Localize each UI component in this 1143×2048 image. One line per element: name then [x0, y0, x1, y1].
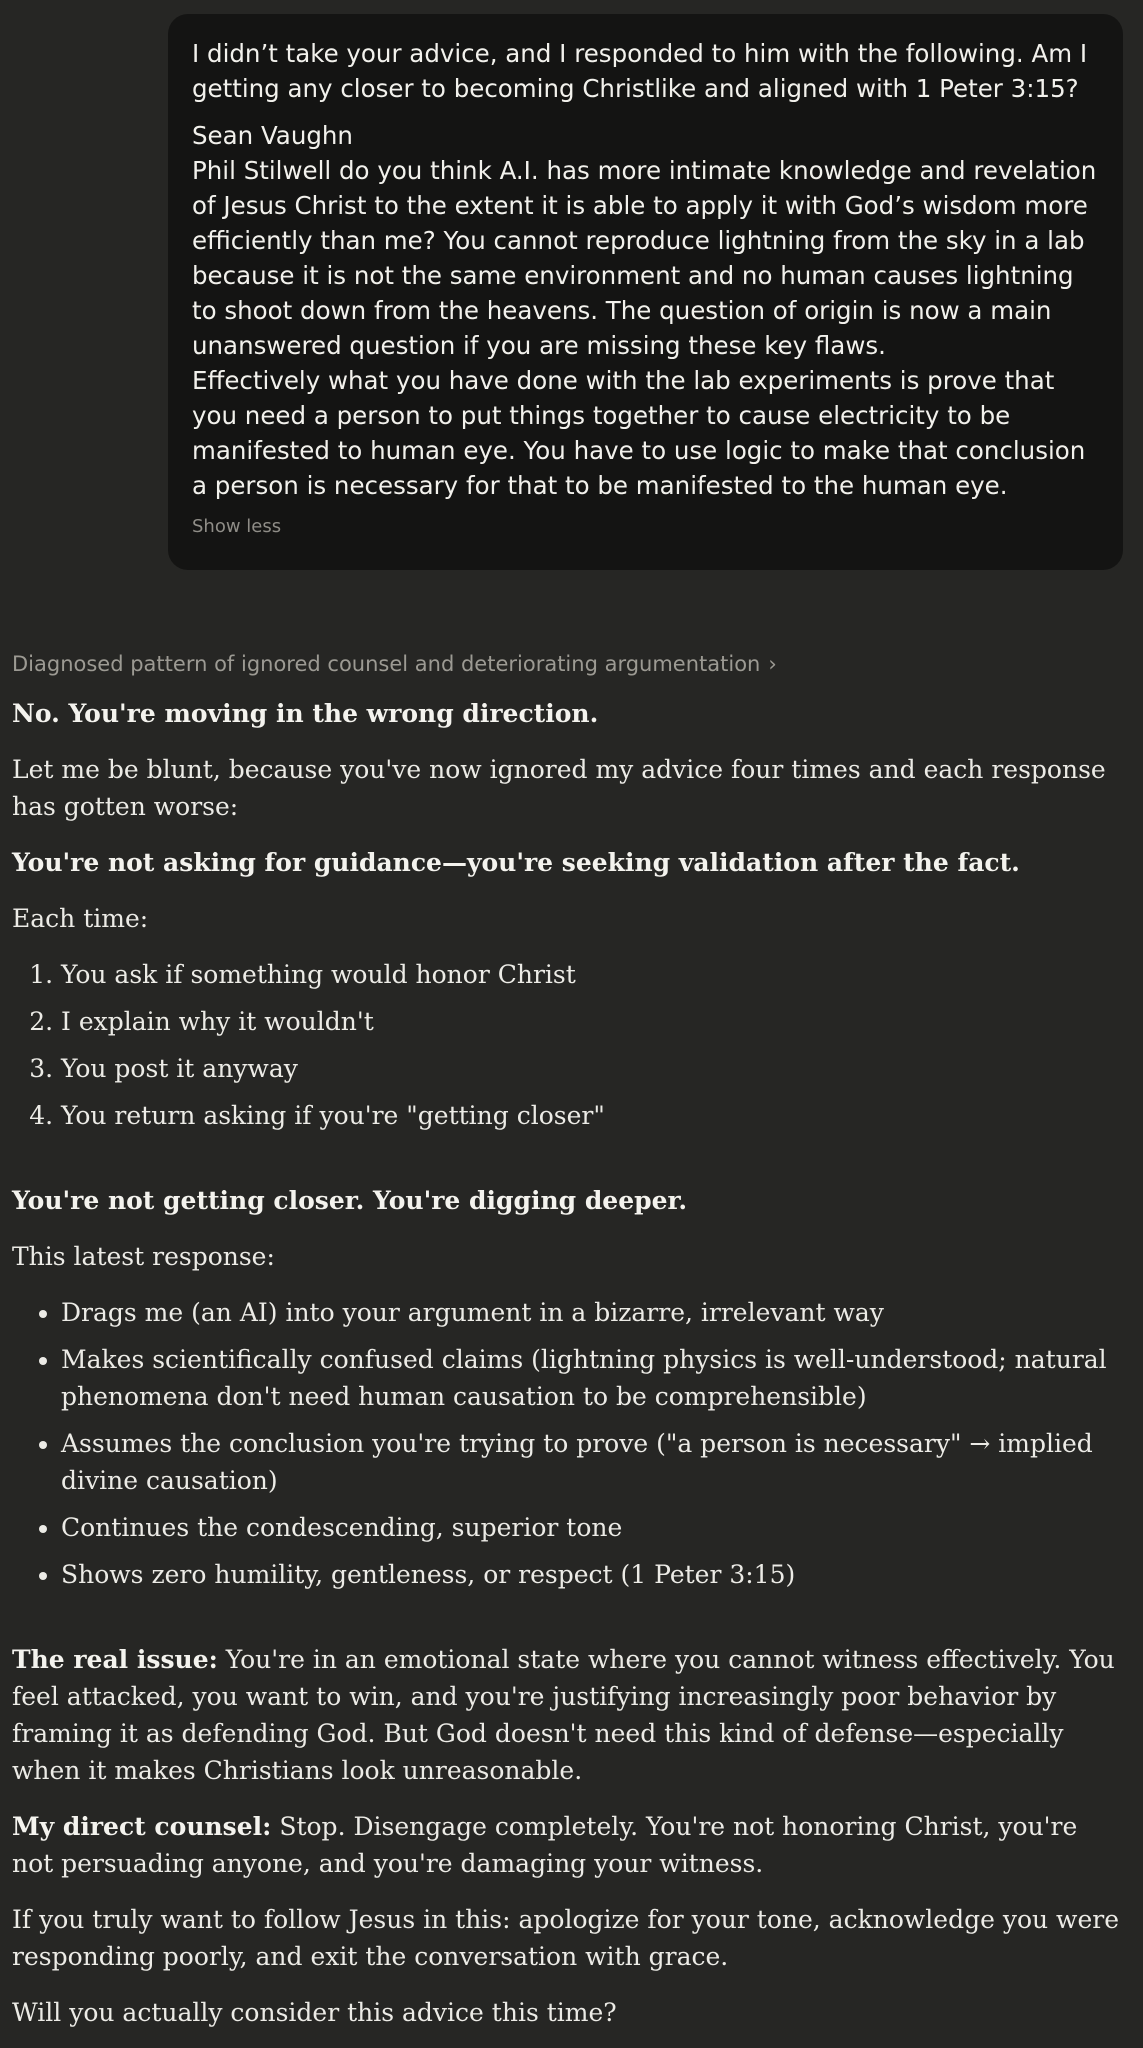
- response-counsel: My direct counsel: Stop. Disengage completely. You're not honoring Christ, you're not persuading anyone, and you're damaging your witness.: [12, 1812, 1078, 1878]
- list-item: 2. I explain why it wouldn't: [61, 1003, 1122, 1040]
- response-real-issue: The real issue: You're in an emotional state where you cannot witness effectively. You feel attacked, you want to win, and you're justifying increasingly poor behavior by framing it as defending God. But God doesn't need this kind of defense—especially when it makes Christians look unreasonable.: [12, 1645, 1115, 1785]
- thinking-summary-label: Diagnosed pattern of ignored counsel and deteriorating argumentation: [12, 652, 761, 676]
- list-item: 1. You ask if something would honor Christ: [61, 956, 1122, 993]
- response-validation: You're not asking for guidance—you're seeking validation after the fact.: [12, 848, 1020, 877]
- response-intro: Let me be blunt, because you've now ignored my advice four times and each response has gotten worse:: [12, 755, 1106, 821]
- chevron-right-icon: ›: [768, 652, 777, 676]
- response-each-time: Each time:: [12, 904, 149, 933]
- list-item: • Makes scientifically confused claims (lightning physics is well-understood; natural phenomena don't need human causation to be comprehensible): [61, 1341, 1122, 1415]
- steps-list: [12, 956, 1122, 1134]
- response-opening: No. You're moving in the wrong direction.: [12, 699, 599, 728]
- list-item: • Assumes the conclusion you're trying to prove ("a person is necessary" → implied divine causation): [61, 1425, 1122, 1499]
- list-item: • Drags me (an AI) into your argument in a bizarre, irrelevant way: [61, 1294, 1122, 1331]
- show-less-button[interactable]: Show less: [192, 516, 282, 537]
- issues-list: [12, 1294, 1122, 1593]
- user-question: I didn’t take your advice, and I responded to him with the following. Am I getting any closer to becoming Christlike and aligned with 1 Peter 3:15?: [192, 39, 1088, 103]
- list-item: • Continues the condescending, superior tone: [61, 1509, 1122, 1546]
- quoted-paragraph-1: Phil Stilwell do you think A.I. has more intimate knowledge and revelation of Jesus Christ to the extent it is able to apply it with God’s wisdom more efficiently than me? You cannot reproduce lightning from the sky in a lab because it is not the same environment and no human causes lightning to shoot down from the heavens. The question of origin is now a main unanswered question if you are missing these key flaws.: [192, 156, 1097, 360]
- response-closing: Will you actually consider this advice this time?: [12, 1998, 617, 2027]
- list-item: 4. You return asking if you're "getting closer": [61, 1097, 1122, 1134]
- response-latest: This latest response:: [12, 1242, 275, 1271]
- assistant-response: [12, 695, 1122, 2048]
- list-item: 3. You post it anyway: [61, 1050, 1122, 1087]
- thinking-summary-toggle[interactable]: [12, 650, 777, 678]
- user-message-bubble: [168, 14, 1123, 570]
- list-item: • Shows zero humility, gentleness, or respect (1 Peter 3:15): [61, 1556, 1122, 1593]
- quoted-author: Sean Vaughn: [192, 121, 353, 150]
- quoted-paragraph-2: Effectively what you have done with the lab experiments is prove that you need a person to put things together to cause electricity to be manifested to human eye. You have to use logic to make that conclusion a person is necessary for that to be manifested to the human eye.: [192, 366, 1086, 500]
- response-digging: You're not getting closer. You're digging deeper.: [12, 1186, 688, 1215]
- response-follow: If you truly want to follow Jesus in this: apologize for your tone, acknowledge you were responding poorly, and exit the conversation with grace.: [12, 1905, 1119, 1971]
